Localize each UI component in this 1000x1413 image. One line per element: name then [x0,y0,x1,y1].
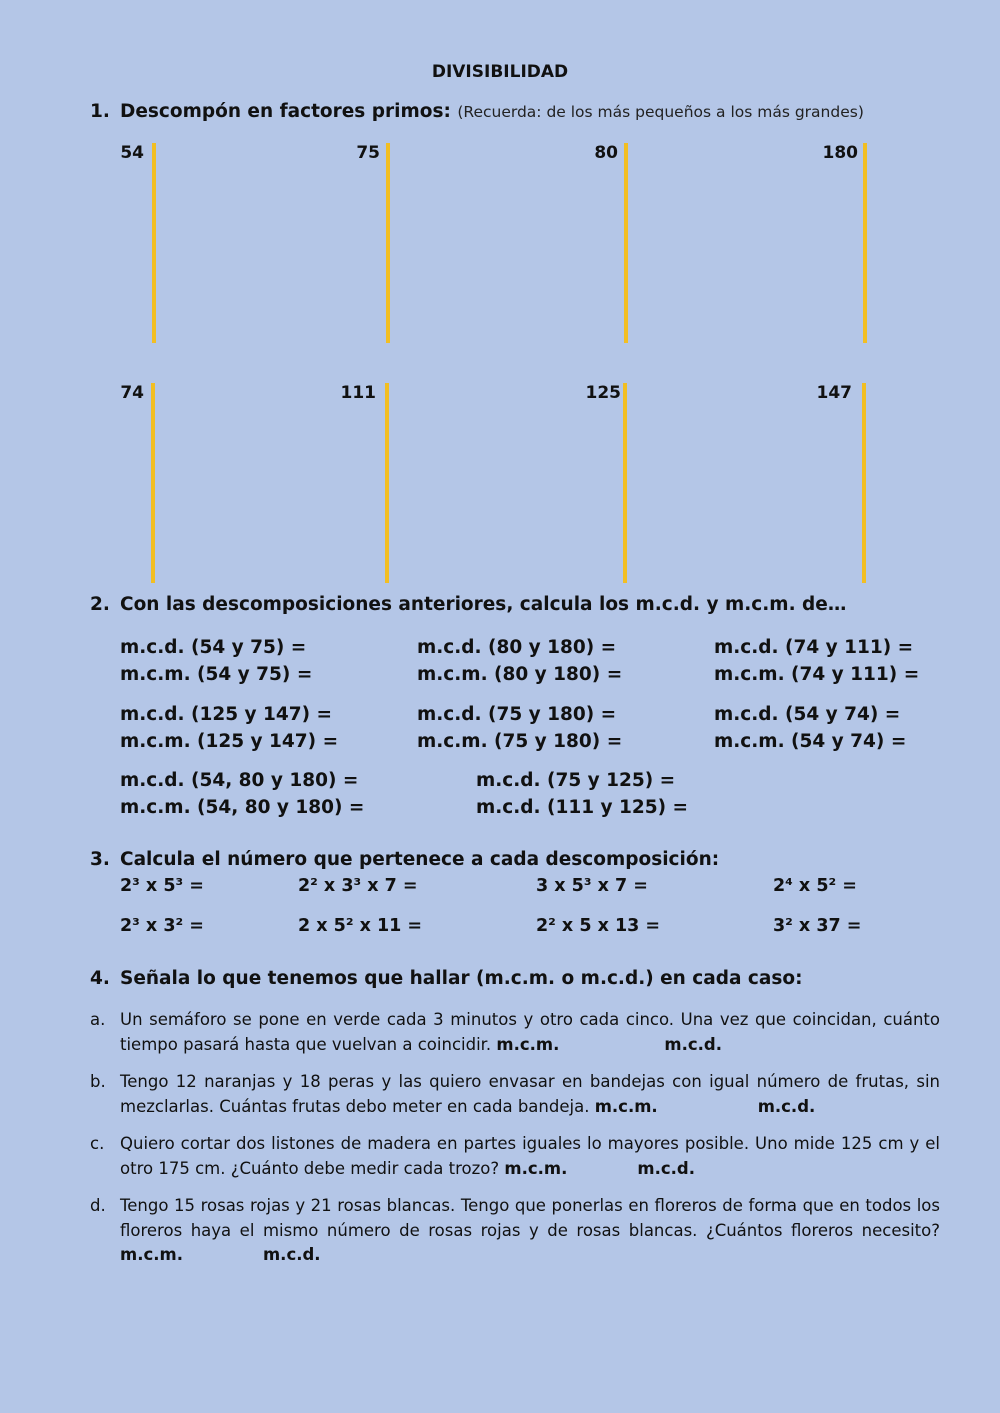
factor-number: 80 [594,143,618,163]
section-number: 3. [90,849,110,870]
equation[interactable]: m.c.m. (75 y 180) = [417,731,623,752]
equation[interactable]: m.c.m. (54 y 75) = [120,664,313,685]
factor-number: 125 [585,383,621,403]
decomposition[interactable]: 3² x 37 = [773,916,862,936]
equation[interactable]: m.c.m. (54 y 74) = [714,731,907,752]
factor-line[interactable] [385,383,389,583]
section-title: Señala lo que tenemos que hallar (m.c.m. o m.c.d.) en cada caso: [120,968,803,989]
equation[interactable]: m.c.m. (80 y 180) = [417,664,623,685]
problem-item [90,1132,940,1181]
equation-block [120,701,338,755]
section-note: (Recuerda: de los más pequeños a los más grandes) [457,103,864,121]
factor-number: 180 [822,143,858,163]
equation[interactable]: m.c.d. (75 y 180) = [417,704,617,725]
option-mcd[interactable]: m.c.d. [664,1034,722,1054]
factor-line[interactable] [151,383,155,583]
equation-block [417,634,622,688]
equation-block [714,701,906,755]
factor-line[interactable] [152,143,156,343]
equation[interactable]: m.c.m. (74 y 111) = [714,664,920,685]
option-mcm[interactable]: m.c.m. [504,1158,568,1178]
section-title: Con las descomposiciones anteriores, calcula los m.c.d. y m.c.m. de… [120,594,847,615]
option-mcd[interactable]: m.c.d. [637,1158,695,1178]
equation[interactable]: m.c.d. (125 y 147) = [120,704,333,725]
factor-number: 74 [120,383,144,403]
option-mcm[interactable]: m.c.m. [120,1245,183,1264]
decomposition[interactable]: 2² x 5 x 13 = [536,916,661,936]
factor-line[interactable] [624,143,628,343]
problem-letter: d. [90,1196,106,1215]
equation[interactable]: m.c.d. (111 y 125) = [476,797,689,818]
equation[interactable]: m.c.d. (54 y 75) = [120,637,307,658]
equation[interactable]: m.c.d. (54 y 74) = [714,704,901,725]
section-number: 1. [90,101,110,122]
option-mcm[interactable]: m.c.m. [594,1096,658,1116]
section-1-heading [90,101,864,122]
factor-line[interactable] [863,143,867,343]
problem-text: Tengo 12 naranjas y 18 peras y las quiero envasar en bandejas con igual número de frutas, sin mezclarlas. Cuántas frutas debo meter en cada bandeja. [120,1072,940,1116]
page-title: DIVISIBILIDAD [431,62,569,82]
problem-letter: b. [90,1072,106,1091]
section-number: 2. [90,594,110,615]
problem-text: Un semáforo se pone en verde cada 3 minutos y otro cada cinco. Una vez que coincidan, cuánto tiempo pasará hasta que vuelvan a coincidir. [120,1010,940,1054]
problem-text: Quiero cortar dos listones de madera en partes iguales lo mayores posible. Uno mide 125 cm y el otro 175 cm. ¿Cuánto debe medir cada trozo? [120,1134,940,1178]
problem-letter: c. [90,1134,105,1153]
factor-line[interactable] [623,383,627,583]
factor-line[interactable] [862,383,866,583]
problem-item [90,1070,940,1119]
equation[interactable]: m.c.d. (75 y 125) = [476,770,676,791]
equation[interactable]: m.c.d. (80 y 180) = [417,637,617,658]
equation[interactable]: m.c.m. (125 y 147) = [120,731,339,752]
section-number: 4. [90,968,110,989]
equation-block [120,767,364,821]
option-mcd[interactable]: m.c.d. [757,1096,816,1116]
section-2-heading [90,594,846,615]
decomposition[interactable]: 2³ x 3² = [120,916,204,936]
section-3-heading [90,849,719,870]
equation[interactable]: m.c.d. (74 y 111) = [714,637,914,658]
decomposition[interactable]: 2⁴ x 5² = [773,876,857,896]
problem-text: Tengo 15 rosas rojas y 21 rosas blancas. Tengo que ponerlas en floreros de forma que en todos los floreros haya el mismo número de rosas rojas y de rosas blancas. ¿Cuántos floreros necesito? [120,1196,940,1240]
section-4-heading [90,968,802,989]
decomposition[interactable]: 3 x 5³ x 7 = [536,876,648,896]
equation-block [417,701,622,755]
equation-block [120,634,312,688]
equation[interactable]: m.c.m. (54, 80 y 180) = [120,797,365,818]
problem-letter: a. [90,1010,106,1029]
factor-number: 147 [816,383,852,403]
equation[interactable]: m.c.d. (54, 80 y 180) = [120,770,359,791]
option-mcd[interactable]: m.c.d. [262,1245,321,1264]
section-title: Calcula el número que pertenece a cada descomposición: [120,849,720,870]
equation-block [714,634,919,688]
factor-number: 54 [120,143,144,163]
decomposition[interactable]: 2³ x 5³ = [120,876,204,896]
factor-line[interactable] [386,143,390,343]
problem-item [90,1008,940,1057]
factor-number: 111 [340,383,376,403]
decomposition[interactable]: 2² x 3³ x 7 = [298,876,418,896]
factor-number: 75 [356,143,380,163]
problem-item [90,1194,940,1268]
equation-block [476,767,688,821]
section-title: Descompón en factores primos: [120,101,451,122]
option-mcm[interactable]: m.c.m. [496,1034,560,1054]
decomposition[interactable]: 2 x 5² x 11 = [298,916,423,936]
